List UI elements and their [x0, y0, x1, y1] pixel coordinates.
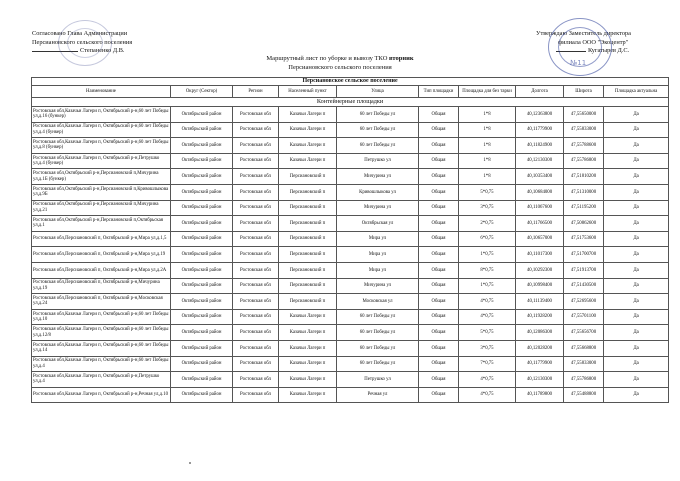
cell-district: Октябрьский район — [171, 231, 233, 247]
cell-district: Октябрьский район — [171, 200, 233, 216]
cell-latitude: 47,55788600 — [564, 138, 604, 154]
table-row — [32, 372, 669, 388]
cell-street: 60 лет Победы ул — [337, 309, 419, 325]
cell-actual: Да — [604, 309, 669, 325]
cell-container-site: 5*0,75 — [459, 325, 516, 341]
table-row — [32, 200, 669, 216]
cell-longitude: 40,12130300 — [516, 372, 564, 388]
cell-name: Ростовская обл,Казачьи Лагери п, Октябрьский р-н,Петрушко ул,д.4 — [32, 372, 171, 388]
cell-locality: Персиановский п — [279, 169, 337, 185]
cell-actual: Да — [604, 231, 669, 247]
cell-region: Ростовская обл — [233, 294, 279, 310]
table-row — [32, 169, 669, 185]
cell-locality: Казачьи Лагери п — [279, 153, 337, 169]
cell-latitude: 47,55650000 — [564, 107, 604, 123]
cell-latitude: 47,51753600 — [564, 231, 604, 247]
cell-actual: Да — [604, 184, 669, 200]
col-header-region: Регион — [233, 86, 279, 98]
cell-street: Речная ул — [337, 387, 419, 403]
cell-street: Мичурина ул — [337, 278, 419, 294]
cell-actual: Да — [604, 216, 669, 232]
cell-region: Ростовская обл — [233, 325, 279, 341]
cell-container-site: 4*0,75 — [459, 309, 516, 325]
col-header-actual: Площадка актуальна — [604, 86, 669, 98]
title-prefix: Маршрутный лист по уборке и вывозу ТКО — [266, 55, 390, 62]
cell-longitude: 40,10684000 — [516, 184, 564, 200]
column-header-row — [32, 86, 669, 98]
cell-container-site: 1*0,75 — [459, 278, 516, 294]
table-row — [32, 247, 669, 263]
cell-district: Октябрьский район — [171, 153, 233, 169]
cell-district: Октябрьский район — [171, 278, 233, 294]
cell-street: Мира ул — [337, 262, 419, 278]
cell-name: Ростовская обл,Персиановский п, Октябрьский р-н,Мичурина ул,д.19 — [32, 278, 171, 294]
cell-region: Ростовская обл — [233, 372, 279, 388]
cell-longitude: 40,11017300 — [516, 247, 564, 263]
cell-container-site: 1*8 — [459, 138, 516, 154]
cell-actual: Да — [604, 356, 669, 372]
col-header-district: Округ (Сектор) — [171, 86, 233, 98]
cell-longitude: 40,12086300 — [516, 325, 564, 341]
table-row — [32, 294, 669, 310]
cell-latitude: 47,55488800 — [564, 387, 604, 403]
cell-region: Ростовская обл — [233, 356, 279, 372]
cell-street: 60 лет Победы ул — [337, 107, 419, 123]
cell-locality: Казачьи Лагери п — [279, 122, 337, 138]
col-header-street: Улица — [337, 86, 419, 98]
cell-container-site: 1*8 — [459, 122, 516, 138]
cell-district: Октябрьский район — [171, 107, 233, 123]
cell-longitude: 40,11139400 — [516, 294, 564, 310]
cell-latitude: 47,51430500 — [564, 278, 604, 294]
cell-latitude: 47,55786800 — [564, 153, 604, 169]
cell-actual: Да — [604, 294, 669, 310]
cell-site-type: Общая — [419, 247, 459, 263]
cell-longitude: 40,12028200 — [516, 340, 564, 356]
cell-latitude: 47,55833000 — [564, 356, 604, 372]
approval-left-signer: Степаненко Д.В. — [80, 47, 125, 54]
cell-locality: Казачьи Лагери п — [279, 138, 337, 154]
col-header-longitude: Долгота — [516, 86, 564, 98]
document-title — [0, 55, 680, 72]
cell-locality: Казачьи Лагери п — [279, 340, 337, 356]
cell-container-site: 1*8 — [459, 169, 516, 185]
cell-locality: Казачьи Лагери п — [279, 387, 337, 403]
cell-street: 60 лет Победы ул — [337, 356, 419, 372]
cell-locality: Персиановский п — [279, 216, 337, 232]
cell-name: Ростовская обл,Персиановский п, Октябрьский р-н,Мира ул,д.2А — [32, 262, 171, 278]
cell-container-site: 3*0,75 — [459, 340, 516, 356]
cell-region: Ростовская обл — [233, 169, 279, 185]
cell-name: Ростовская обл,Персиановский п, Октябрьский р-н,Московская ул,д.24 — [32, 294, 171, 310]
cell-site-type: Общая — [419, 278, 459, 294]
cell-name: Ростовская обл,Казачьи Лагери п, Октябрьский р-н,60 лет Победы ул,д.16 (бункер) — [32, 107, 171, 123]
cell-street: Петрушко ул — [337, 153, 419, 169]
cell-longitude: 40,11779900 — [516, 122, 564, 138]
table-row — [32, 262, 669, 278]
cell-latitude: 47,55656700 — [564, 325, 604, 341]
cell-container-site: 4*0,75 — [459, 372, 516, 388]
cell-actual: Да — [604, 262, 669, 278]
cell-name: Ростовская обл,Октябрьский р-н,Персиановский п,Кривошлыкова ул,д.9Б — [32, 184, 171, 200]
cell-locality: Казачьи Лагери п — [279, 325, 337, 341]
cell-site-type: Общая — [419, 325, 459, 341]
cell-site-type: Общая — [419, 262, 459, 278]
cell-latitude: 47,55786800 — [564, 372, 604, 388]
cell-longitude: 40,10353400 — [516, 169, 564, 185]
cell-container-site: 5*0,75 — [459, 184, 516, 200]
cell-district: Октябрьский район — [171, 138, 233, 154]
cell-site-type: Общая — [419, 169, 459, 185]
cell-district: Октябрьский район — [171, 325, 233, 341]
cell-region: Ростовская обл — [233, 153, 279, 169]
section-row — [32, 98, 669, 107]
stamp-number: №11 — [570, 59, 587, 67]
cell-site-type: Общая — [419, 138, 459, 154]
cell-region: Ростовская обл — [233, 138, 279, 154]
cell-latitude: 47,51195200 — [564, 200, 604, 216]
cell-container-site: 1*8 — [459, 107, 516, 123]
cell-latitude: 47,51310000 — [564, 184, 604, 200]
settlement-band-row — [32, 78, 669, 86]
cell-street: 60 лет Победы ул — [337, 138, 419, 154]
cell-district: Октябрьский район — [171, 387, 233, 403]
approval-right-line1: Утверждаю Заместитель директора — [536, 30, 631, 37]
cell-latitude: 47,51700700 — [564, 247, 604, 263]
cell-longitude: 40,11766500 — [516, 216, 564, 232]
table-row — [32, 216, 669, 232]
route-table-body — [32, 78, 669, 403]
cell-district: Октябрьский район — [171, 122, 233, 138]
cell-site-type: Общая — [419, 153, 459, 169]
col-header-container-site: Площадка для без тарки — [459, 86, 516, 98]
table-row — [32, 138, 669, 154]
cell-region: Ростовская обл — [233, 278, 279, 294]
cell-site-type: Общая — [419, 309, 459, 325]
cell-district: Октябрьский район — [171, 262, 233, 278]
cell-longitude: 40,10998400 — [516, 278, 564, 294]
table-row — [32, 356, 669, 372]
cell-site-type: Общая — [419, 387, 459, 403]
table-row — [32, 309, 669, 325]
col-header-latitude: Широта — [564, 86, 604, 98]
cell-name: Ростовская обл,Казачьи Лагери п, Октябрьский р-н,60 лет Победы ул,д.4 (бункер) — [32, 122, 171, 138]
cell-region: Ростовская обл — [233, 231, 279, 247]
cell-district: Октябрьский район — [171, 356, 233, 372]
cell-longitude: 40,10292300 — [516, 262, 564, 278]
cell-longitude: 40,12130300 — [516, 153, 564, 169]
cell-site-type: Общая — [419, 340, 459, 356]
cell-actual: Да — [604, 107, 669, 123]
cell-district: Октябрьский район — [171, 372, 233, 388]
cell-street: 60 лет Победы ул — [337, 122, 419, 138]
cell-container-site: 6*0,75 — [459, 231, 516, 247]
cell-actual: Да — [604, 247, 669, 263]
cell-region: Ростовская обл — [233, 387, 279, 403]
cell-street: Петрушко ул — [337, 372, 419, 388]
cell-locality: Персиановский п — [279, 294, 337, 310]
cell-locality: Персиановский п — [279, 184, 337, 200]
cell-actual: Да — [604, 153, 669, 169]
table-row — [32, 184, 669, 200]
title-subtitle: Персиановского сельского поселения — [288, 63, 392, 71]
cell-site-type: Общая — [419, 184, 459, 200]
cell-container-site: 1*0,75 — [459, 247, 516, 263]
cell-actual: Да — [604, 200, 669, 216]
table-row — [32, 153, 669, 169]
col-header-site-type: Тип площадки — [419, 86, 459, 98]
cell-region: Ростовская обл — [233, 184, 279, 200]
title-day: вторник — [389, 55, 414, 62]
cell-site-type: Общая — [419, 356, 459, 372]
cell-longitude: 40,11824900 — [516, 138, 564, 154]
cell-name: Ростовская обл,Октябрьский р-н,Персиановский п,Октябрьская ул,д.1 — [32, 216, 171, 232]
cell-actual: Да — [604, 387, 669, 403]
cell-street: Октябрьская ул — [337, 216, 419, 232]
cell-latitude: 47,51913700 — [564, 262, 604, 278]
route-table — [31, 77, 669, 403]
cell-site-type: Общая — [419, 372, 459, 388]
cell-container-site: 2*0,75 — [459, 216, 516, 232]
cell-site-type: Общая — [419, 107, 459, 123]
cell-name: Ростовская обл,Казачьи Лагери п, Октябрьский р-н,60 лет Победы ул,д.12/8 — [32, 325, 171, 341]
cell-locality: Казачьи Лагери п — [279, 372, 337, 388]
cell-name: Ростовская обл,Персиановский п, Октябрьский р-н,Мира ул,д.1,5 — [32, 231, 171, 247]
cell-region: Ростовская обл — [233, 107, 279, 123]
table-row — [32, 387, 669, 403]
cell-region: Ростовская обл — [233, 200, 279, 216]
cell-site-type: Общая — [419, 231, 459, 247]
cell-longitude: 40,10657000 — [516, 231, 564, 247]
settlement-band: Персиановское сельское поселение — [32, 78, 669, 86]
approval-left-line1: Согласовано Глава Администрации — [32, 30, 128, 37]
cell-name: Ростовская обл,Казачьи Лагери п, Октябрьский р-н,Речная ул,д.10 — [32, 387, 171, 403]
cell-region: Ростовская обл — [233, 340, 279, 356]
cell-container-site: 3*0,75 — [459, 200, 516, 216]
cell-longitude: 40,11928200 — [516, 309, 564, 325]
cell-district: Октябрьский район — [171, 184, 233, 200]
stray-mark — [189, 462, 191, 464]
cell-latitude: 47,50862600 — [564, 216, 604, 232]
cell-street: Мира ул — [337, 231, 419, 247]
table-row — [32, 278, 669, 294]
cell-region: Ростовская обл — [233, 262, 279, 278]
cell-name: Ростовская обл,Октябрьский р-н,Персиановский п,Мичурина ул,д.1Б (бункер) — [32, 169, 171, 185]
cell-district: Октябрьский район — [171, 247, 233, 263]
cell-actual: Да — [604, 138, 669, 154]
cell-latitude: 47,55668800 — [564, 340, 604, 356]
cell-latitude: 47,52695600 — [564, 294, 604, 310]
cell-street: Кривошлыкова ул — [337, 184, 419, 200]
cell-locality: Персиановский п — [279, 278, 337, 294]
cell-name: Ростовская обл,Казачьи Лагери п, Октябрьский р-н,Петрушко ул,д.4 (бункер) — [32, 153, 171, 169]
section-title: Контейнерные площадки — [32, 98, 669, 107]
cell-locality: Персиановский п — [279, 231, 337, 247]
table-row — [32, 122, 669, 138]
cell-name: Ростовская обл,Казачьи Лагери п, Октябрьский р-н,60 лет Победы ул,д.8 (бункер) — [32, 138, 171, 154]
cell-street: Мичурина ул — [337, 169, 419, 185]
cell-locality: Казачьи Лагери п — [279, 107, 337, 123]
cell-actual: Да — [604, 169, 669, 185]
cell-locality: Казачьи Лагери п — [279, 309, 337, 325]
cell-actual: Да — [604, 340, 669, 356]
cell-district: Октябрьский район — [171, 169, 233, 185]
cell-actual: Да — [604, 122, 669, 138]
table-row — [32, 340, 669, 356]
cell-name: Ростовская обл,Казачьи Лагери п, Октябрьский р-н,60 лет Победы ул,д.14 — [32, 340, 171, 356]
cell-district: Октябрьский район — [171, 216, 233, 232]
table-row — [32, 325, 669, 341]
cell-longitude: 40,12363800 — [516, 107, 564, 123]
approval-left-line2: Персиановского сельского поселения — [32, 38, 133, 46]
cell-name: Ростовская обл,Персиановский п, Октябрьский р-н,Мира ул,д.19 — [32, 247, 171, 263]
approval-right-signer: Кугатырев Д.С. — [588, 47, 630, 54]
cell-latitude: 47,51810200 — [564, 169, 604, 185]
cell-street: Московская ул — [337, 294, 419, 310]
cell-container-site: 4*0,75 — [459, 294, 516, 310]
cell-latitude: 47,55833000 — [564, 122, 604, 138]
cell-street: 60 лет Победы ул — [337, 340, 419, 356]
cell-longitude: 40,11789800 — [516, 387, 564, 403]
col-header-locality: Населенный пункт — [279, 86, 337, 98]
cell-region: Ростовская обл — [233, 247, 279, 263]
cell-district: Октябрьский район — [171, 294, 233, 310]
cell-name: Ростовская обл,Казачьи Лагери п, Октябрьский р-н,60 лет Победы ул,д.10 — [32, 309, 171, 325]
cell-latitude: 47,55701100 — [564, 309, 604, 325]
cell-site-type: Общая — [419, 200, 459, 216]
cell-region: Ростовская обл — [233, 309, 279, 325]
cell-locality: Персиановский п — [279, 247, 337, 263]
cell-region: Ростовская обл — [233, 122, 279, 138]
cell-site-type: Общая — [419, 216, 459, 232]
cell-site-type: Общая — [419, 122, 459, 138]
cell-actual: Да — [604, 325, 669, 341]
cell-actual: Да — [604, 278, 669, 294]
cell-region: Ростовская обл — [233, 216, 279, 232]
cell-district: Октябрьский район — [171, 309, 233, 325]
cell-container-site: 4*0,75 — [459, 387, 516, 403]
table-row — [32, 107, 669, 123]
cell-container-site: 7*0,75 — [459, 356, 516, 372]
cell-longitude: 40,11067600 — [516, 200, 564, 216]
cell-street: Мира ул — [337, 247, 419, 263]
cell-name: Ростовская обл,Казачьи Лагери п, Октябрьский р-н,60 лет Победы ул,д.4 — [32, 356, 171, 372]
cell-locality: Персиановский п — [279, 262, 337, 278]
cell-longitude: 40,11779900 — [516, 356, 564, 372]
title-line — [0, 55, 680, 64]
cell-site-type: Общая — [419, 294, 459, 310]
col-header-name: Наименование — [32, 86, 171, 98]
cell-actual: Да — [604, 372, 669, 388]
cell-container-site: 1*8 — [459, 153, 516, 169]
cell-street: 60 лет Победы ул — [337, 325, 419, 341]
cell-name: Ростовская обл,Октябрьский р-н,Персиановский п,Мичурина ул,д.21 — [32, 200, 171, 216]
cell-district: Октябрьский район — [171, 340, 233, 356]
table-row — [32, 231, 669, 247]
approval-right-line2: филиала ООО "Экоцентр" — [558, 38, 629, 46]
left-seal-inner-ring — [67, 28, 103, 58]
cell-street: Мичурина ул — [337, 200, 419, 216]
cell-locality: Казачьи Лагери п — [279, 356, 337, 372]
cell-container-site: 8*0,75 — [459, 262, 516, 278]
cell-locality: Персиановский п — [279, 200, 337, 216]
